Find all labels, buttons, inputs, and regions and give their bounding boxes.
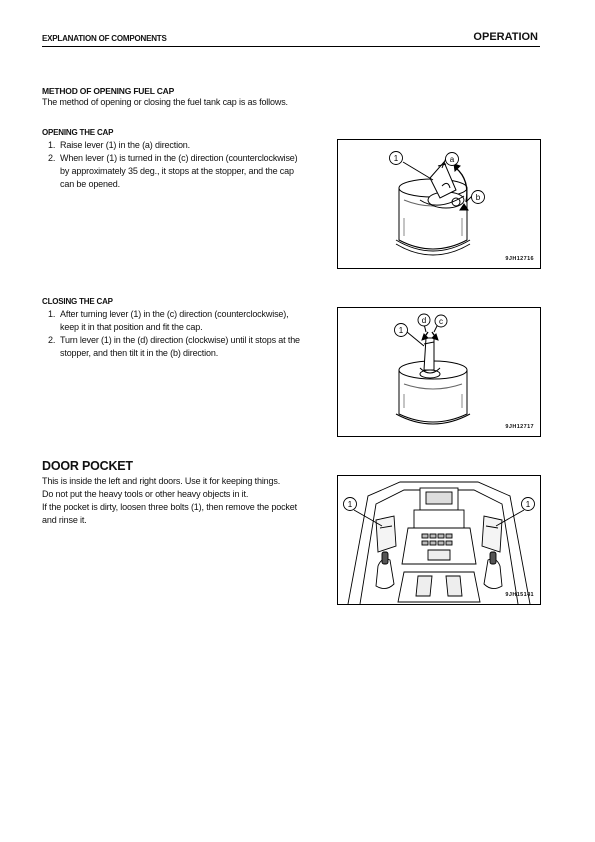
opening-cap-title: OPENING THE CAP — [42, 128, 114, 137]
header-rule — [42, 46, 540, 47]
fig2-label-c: c — [439, 317, 443, 326]
closing-steps — [42, 308, 337, 360]
fig1-label-b: b — [475, 193, 481, 202]
fig3-label-left: 1 — [347, 500, 353, 509]
figure-closing-cap — [337, 307, 541, 437]
opening-steps — [42, 139, 337, 191]
opening-step-1: 1. Raise lever (1) in the (a) direction. — [48, 140, 191, 150]
fuel-cap-intro: The method of opening or closing the fuel tank cap is as follows. — [42, 97, 288, 107]
running-header-section: EXPLANATION OF COMPONENTS — [42, 34, 167, 43]
closing-step-2: 2. Turn lever (1) in the (d) direction (clockwise) until it stops at the stopper, and then tilt it in the (b) direction. — [48, 335, 300, 358]
figure-code-1: 9JH12716 — [505, 256, 534, 262]
running-header-chapter: OPERATION — [473, 31, 538, 43]
cab-interior-illustration — [338, 476, 540, 604]
figure-opening-cap — [337, 139, 541, 269]
fig1-label-1: 1 — [393, 154, 399, 163]
closing-cap-title: CLOSING THE CAP — [42, 297, 113, 306]
fuel-cap-title: METHOD OF OPENING FUEL CAP — [42, 86, 175, 96]
fuel-cap-open-illustration — [338, 140, 540, 268]
fig1-label-a: a — [449, 155, 455, 164]
door-pocket-title: DOOR POCKET — [42, 459, 133, 473]
figure-code-2: 9JH12717 — [505, 424, 534, 430]
door-pocket-text: This is inside the left and right doors. Use it for keeping things. Do not put the heavy tools or other heavy objects in it. If the pocket is dirty, loosen three bolts (1), then remove the pocket and rinse it. — [42, 476, 297, 525]
fig2-label-d: d — [421, 316, 427, 325]
fig2-label-1: 1 — [398, 326, 404, 335]
closing-step-1: 1. After turning lever (1) in the (c) direction (counterclockwise), keep it in that position and fit the cap. — [48, 309, 289, 332]
fuel-cap-close-illustration — [338, 308, 540, 436]
figure-door-pocket — [337, 475, 541, 605]
fig3-label-right: 1 — [525, 500, 531, 509]
opening-step-2: 2. When lever (1) is turned in the (c) direction (counterclockwise) by approximately 35 deg., it stops at the stopper, and the cap can be opened. — [48, 153, 298, 189]
figure-code-3: 9JH15141 — [505, 592, 534, 598]
